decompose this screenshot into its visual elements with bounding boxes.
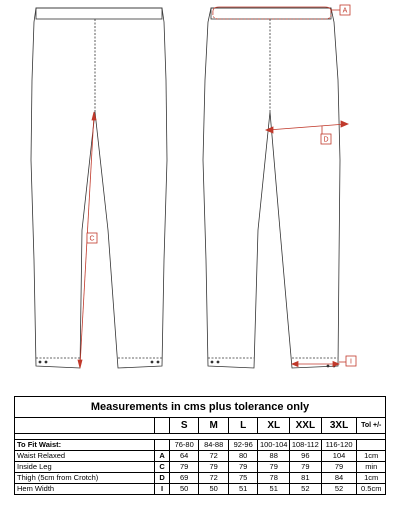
header-blank — [15, 418, 155, 434]
size-header: XL — [258, 418, 290, 434]
svg-text:I: I — [350, 358, 352, 366]
table-cell: 79 — [290, 462, 322, 473]
table-cell: 76-80 — [169, 440, 199, 451]
marker-i — [346, 356, 356, 366]
table-cell: 84-88 — [199, 440, 229, 451]
table-cell: 75 — [228, 473, 258, 484]
table-cell: 64 — [169, 451, 199, 462]
tolerance-cell: min — [357, 462, 386, 473]
table-cell: 69 — [169, 473, 199, 484]
table-cell: 72 — [199, 451, 229, 462]
front-outline — [31, 8, 167, 368]
size-header-row — [15, 418, 386, 434]
table-cell: 80 — [228, 451, 258, 462]
table-cell: 116-120 — [321, 440, 357, 451]
tolerance-cell: 1cm — [357, 451, 386, 462]
table-row — [15, 451, 386, 462]
size-header: 3XL — [321, 418, 357, 434]
table-cell: 79 — [258, 462, 290, 473]
table-cell: 50 — [169, 484, 199, 495]
table-cell: 88 — [258, 451, 290, 462]
header-code-blank — [155, 418, 170, 434]
trousers-front-view — [31, 8, 167, 368]
row-label: Waist Relaxed — [15, 451, 155, 462]
row-code: C — [155, 462, 170, 473]
svg-text:A: A — [342, 7, 348, 15]
table-title: Measurements in cms plus tolerance only — [15, 397, 386, 418]
row-label: To Fit Waist: — [15, 440, 155, 451]
table-cell: 51 — [258, 484, 290, 495]
row-code: D — [155, 473, 170, 484]
front-hem-buttons — [39, 361, 160, 364]
table-cell: 52 — [321, 484, 357, 495]
back-outline — [203, 8, 340, 368]
size-header: S — [169, 418, 199, 434]
marker-a — [340, 5, 350, 15]
table-row — [15, 462, 386, 473]
waist-measure-line — [213, 7, 340, 19]
table-cell: 79 — [169, 462, 199, 473]
table-cell: 52 — [290, 484, 322, 495]
table-cell: 51 — [228, 484, 258, 495]
table-cell: 84 — [321, 473, 357, 484]
svg-text:D: D — [323, 136, 329, 144]
size-header: XXL — [290, 418, 322, 434]
table-row — [15, 473, 386, 484]
svg-text:C: C — [89, 235, 95, 243]
marker-c — [87, 233, 97, 243]
table-cell: 92-96 — [228, 440, 258, 451]
thigh-measure-line — [266, 121, 348, 134]
tolerance-header: Tol +/- — [357, 418, 386, 434]
table-cell: 108-112 — [290, 440, 322, 451]
table-cell: 79 — [228, 462, 258, 473]
trousers-back-view — [203, 8, 340, 368]
fit-waist-row — [15, 440, 386, 451]
measurements-table — [14, 396, 386, 495]
row-label: Thigh (5cm from Crotch) — [15, 473, 155, 484]
table-cell: 81 — [290, 473, 322, 484]
size-header: M — [199, 418, 229, 434]
table-cell: 79 — [321, 462, 357, 473]
table-cell: 78 — [258, 473, 290, 484]
row-code: A — [155, 451, 170, 462]
row-label: Inside Leg — [15, 462, 155, 473]
table-cell: 72 — [199, 473, 229, 484]
row-code: I — [155, 484, 170, 495]
tolerance-cell: 0.5cm — [357, 484, 386, 495]
table-cell: 100-104 — [258, 440, 290, 451]
tolerance-cell: 1cm — [357, 473, 386, 484]
marker-d — [321, 134, 331, 144]
table-cell: 50 — [199, 484, 229, 495]
size-chart — [14, 396, 386, 512]
back-waistband — [211, 8, 331, 19]
size-header: L — [228, 418, 258, 434]
table-cell: 96 — [290, 451, 322, 462]
table-cell: 104 — [321, 451, 357, 462]
table-cell: 79 — [199, 462, 229, 473]
table-row — [15, 484, 386, 495]
row-label: Hem Width — [15, 484, 155, 495]
front-waistband — [36, 8, 162, 19]
